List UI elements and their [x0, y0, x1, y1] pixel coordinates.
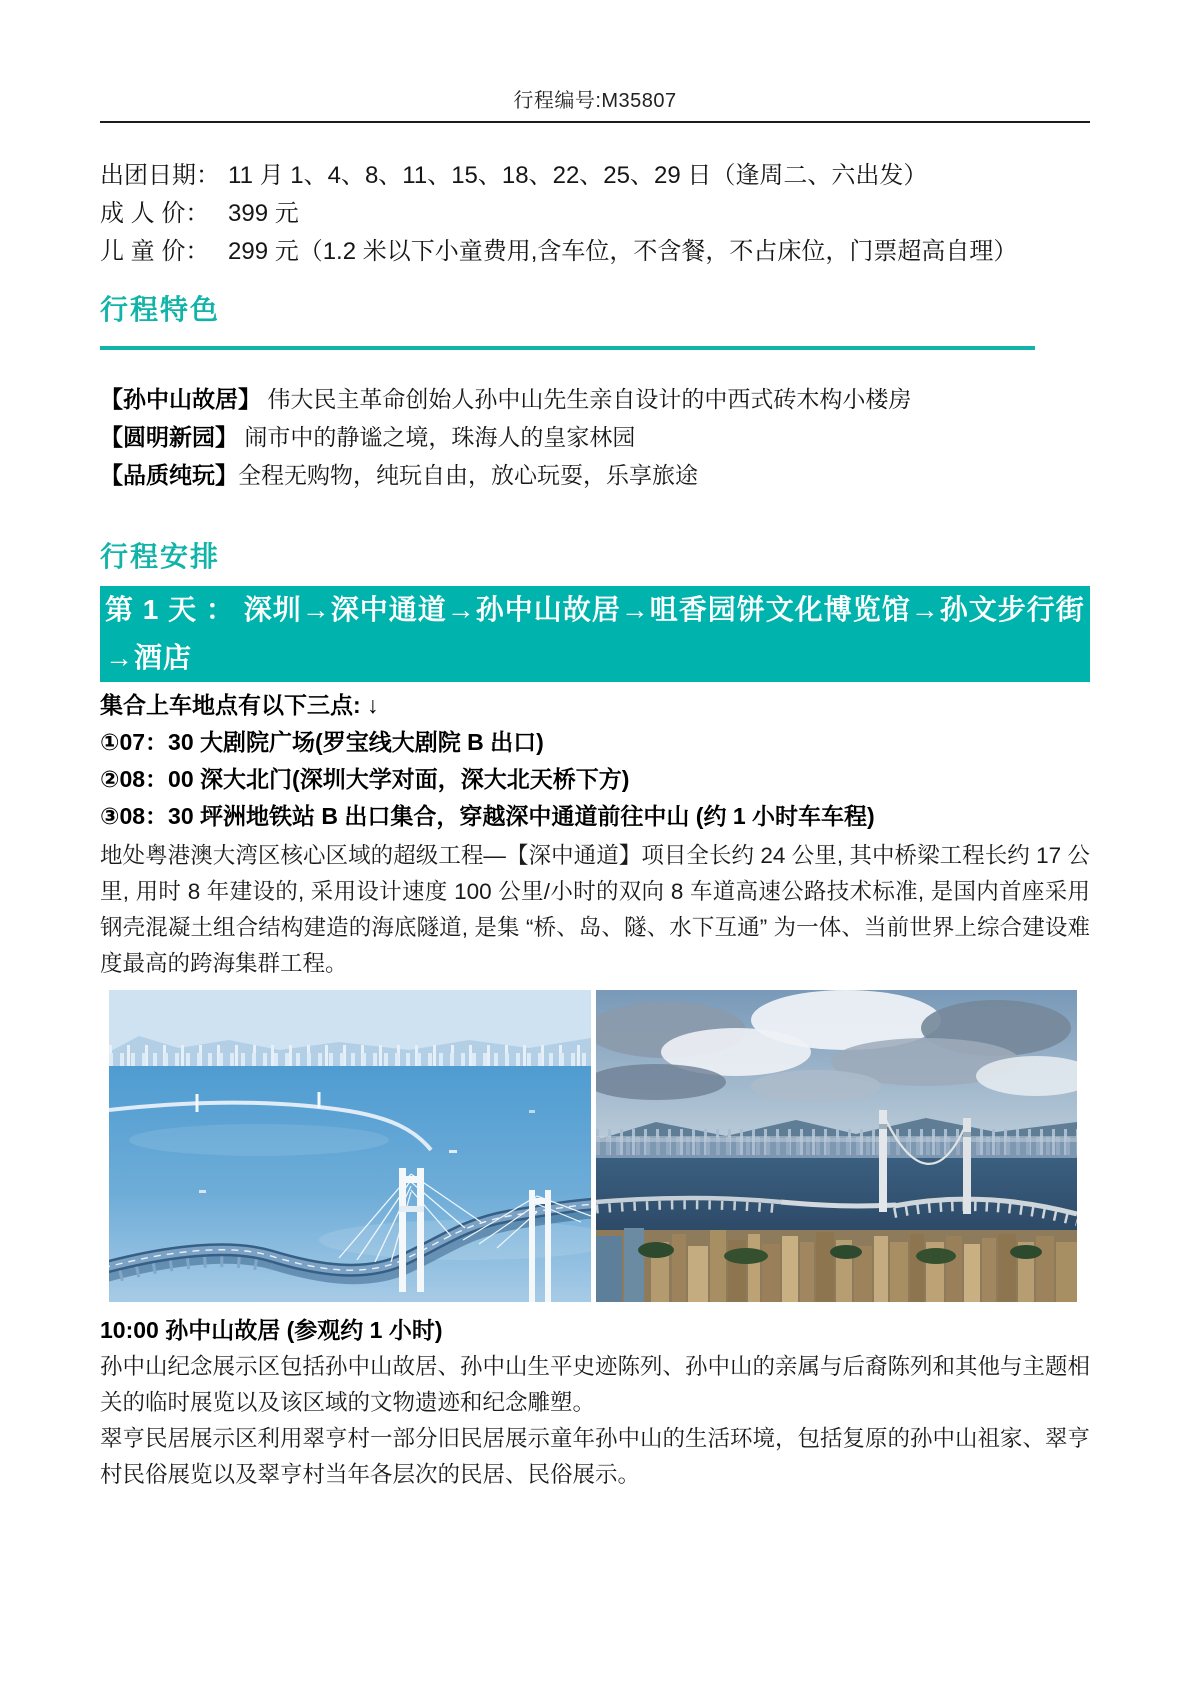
pickup-point-1: ①07：30 大剧院广场(罗宝线大剧院 B 出口): [100, 729, 544, 755]
info-label: 出团日期：: [100, 162, 220, 189]
info-value: 299 元（1.2 米以下小童费用,含车位，不含餐，不占床位，门票超高自理）: [228, 238, 1018, 265]
stop1-heading: 10:00 孙中山故居 (参观约 1 小时): [100, 1317, 443, 1343]
section-title-features: 行程特色: [100, 294, 221, 325]
info-value: 11 月 1、4、8、11、15、18、22、25、29 日（逢周二、六出发）: [228, 162, 928, 189]
feature-desc: 伟大民主革命创始人孙中山先生亲自设计的中西式砖木构小楼房: [261, 386, 912, 412]
feature-tag: 【孙中山故居】: [100, 386, 261, 412]
pickup-point-3: ③08：30 坪洲地铁站 B 出口集合，穿越深中通道前往中山 (约 1 小时车车程): [100, 803, 875, 829]
document-content: [100, 0, 1090, 1493]
bridge-city-skyline-photo: [596, 990, 1077, 1302]
photo-row: [109, 990, 1090, 1302]
itinerary-number: 行程编号:M35807: [513, 90, 677, 112]
feature-item: [100, 380, 1090, 418]
info-row-child-price: [100, 233, 1090, 271]
stop1-paragraph-1: 孙中山纪念展示区包括孙中山故居、孙中山生平史迹陈列、孙中山的亲属与后裔陈列和其他与主题相关的临时展览以及该区域的文物遗迹和纪念雕塑。: [100, 1354, 1091, 1415]
info-label: 成 人 价：: [100, 200, 210, 227]
bridge-aerial-photo: [109, 990, 591, 1302]
info-row-dates: [100, 157, 1090, 195]
info-row-adult-price: [100, 195, 1090, 233]
shenzhong-corridor-intro: 地处粤港澳大湾区核心区域的超级工程—【深中通道】项目全长约 24 公里, 其中桥梁工程长约 17 公里, 用时 8 年建设的, 采用设计速度 100 公里/小时的双向 8 车道高速公路技术标准, 是国内首座采用钢壳混凝土组合结构建造的海底隧道, 是集 “桥、岛、隧、水下互通” 为一体、当前世界上综合建设难度最高的跨海集群工程。: [100, 843, 1090, 976]
feature-item: [100, 418, 1090, 456]
features-underline: [100, 346, 1035, 350]
feature-tag: 【品质纯玩】: [100, 462, 238, 488]
feature-tag: 【圆明新园】: [100, 424, 238, 450]
tour-basic-info: [100, 157, 1090, 271]
info-label: 儿 童 价：: [100, 238, 210, 265]
info-value: 399 元: [228, 200, 299, 227]
day1-route-banner: 第 1 天 ： 深圳→深中通道→孙中山故居→咀香园饼文化博览馆→孙文步行街→酒店: [100, 586, 1090, 682]
pickup-point-2: ②08：00 深大北门(深圳大学对面，深大北天桥下方): [100, 766, 630, 792]
feature-list: [100, 380, 1090, 494]
section-title-itinerary: 行程安排: [100, 541, 221, 572]
feature-item: [100, 456, 1090, 494]
pickup-heading: 集合上车地点有以下三点: ↓: [100, 692, 379, 718]
feature-desc: 闹市中的静谧之境，珠海人的皇家林园: [238, 424, 636, 450]
feature-desc: 全程无购物，纯玩自由，放心玩耍，乐享旅途: [238, 462, 698, 488]
header-divider: [100, 121, 1090, 123]
stop1-paragraph-2: 翠亨民居展示区利用翠亨村一部分旧民居展示童年孙中山的生活环境，包括复原的孙中山祖家、翠亨村民俗展览以及翠亨村当年各层次的民居、民俗展示。: [100, 1426, 1091, 1487]
